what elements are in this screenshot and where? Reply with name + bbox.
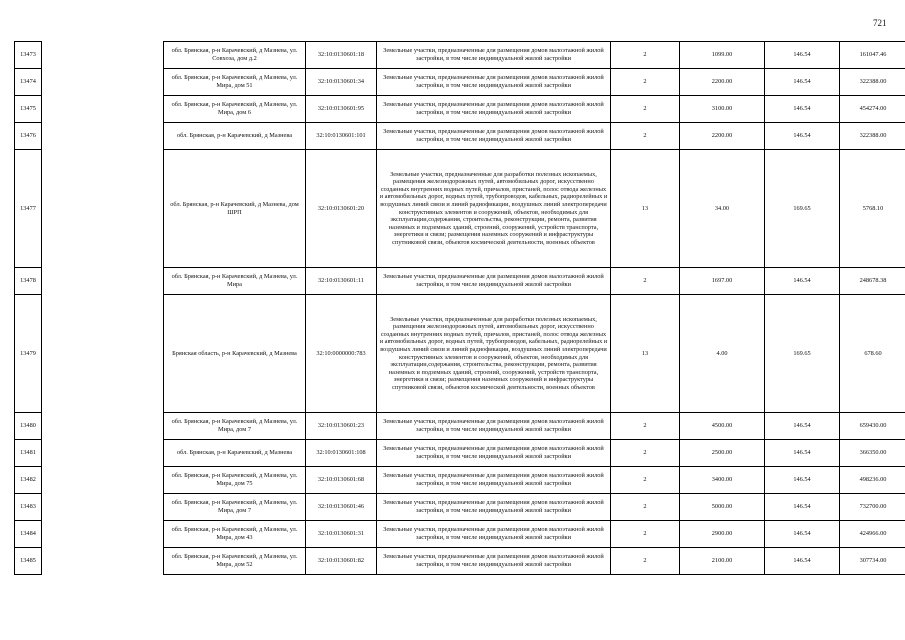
rate-cell: 146.54 xyxy=(765,548,840,575)
row-number: 13482 xyxy=(15,467,42,494)
address-cell: обл. Брянская, р-н Карачевский, д Мазнева xyxy=(164,440,306,467)
cadastral-number-cell: 32:10:0130601:68 xyxy=(306,467,377,494)
address-cell: обл. Брянская, р-н Карачевский, д Мазнева, ул. Совхоза, дом д.2 xyxy=(164,42,306,69)
row-number: 13475 xyxy=(15,96,42,123)
land-use-code-cell: 2 xyxy=(611,69,680,96)
land-use-code-cell: 13 xyxy=(611,295,680,413)
table-row xyxy=(15,440,905,467)
table-row xyxy=(15,123,905,150)
cadastral-value-cell: 307734.00 xyxy=(840,548,905,575)
area-cell: 2500.00 xyxy=(680,440,765,467)
row-number: 13478 xyxy=(15,268,42,295)
empty-column xyxy=(42,521,164,548)
row-number: 13473 xyxy=(15,42,42,69)
land-use-code-cell: 13 xyxy=(611,150,680,268)
empty-column xyxy=(42,467,164,494)
rate-cell: 146.54 xyxy=(765,69,840,96)
table-body xyxy=(15,42,905,575)
table-row xyxy=(15,295,905,413)
row-number: 13476 xyxy=(15,123,42,150)
empty-column xyxy=(42,150,164,268)
land-use-cell: Земельные участки, предназначенные для разработки полезных ископаемых, размещения железнодорожных путей, автомобильных дорог, искусственно созданных внутренних водных путей, причалов, пристаней, полос отвода железных и автомобильных дорог, водных путей, трубопроводов, кабельных, радиорелейных и воздушных линий связи и линий радиофикации, воздушных линий электропередачи конструктивных элементов и сооружений, объектов, необходимых для эксплуатации,содержания, строительства, реконструкции, ремонта, развития наземных и подземных зданий, строений, сооружений, устройств транспорта, энергетики и связи; размещения наземных сооружений и инфраструктуры спутниковой связи, объектов космической деятельности, военных объектов xyxy=(377,150,611,268)
cadastral-value-cell: 322388.00 xyxy=(840,123,905,150)
cadastral-value-cell: 161047.46 xyxy=(840,42,905,69)
table-row xyxy=(15,494,905,521)
area-cell: 5000.00 xyxy=(680,494,765,521)
row-number: 13474 xyxy=(15,69,42,96)
row-number: 13481 xyxy=(15,440,42,467)
land-use-cell: Земельные участки, предназначенные для размещения домов малоэтажной жилой застройки, в том числе индивидуальной жилой застройки xyxy=(377,494,611,521)
cadastral-number-cell: 32:10:0130601:101 xyxy=(306,123,377,150)
empty-column xyxy=(42,548,164,575)
empty-column xyxy=(42,413,164,440)
area-cell: 2100.00 xyxy=(680,548,765,575)
address-cell: обл. Брянская, р-н Карачевский, д Мазнева, ул. Мира, дом 75 xyxy=(164,467,306,494)
land-use-cell: Земельные участки, предназначенные для размещения домов малоэтажной жилой застройки, в том числе индивидуальной жилой застройки xyxy=(377,521,611,548)
address-cell: Брянская область, р-н Карачевский, д Мазнева xyxy=(164,295,306,413)
land-use-cell: Земельные участки, предназначенные для размещения домов малоэтажной жилой застройки, в том числе индивидуальной жилой застройки xyxy=(377,69,611,96)
empty-column xyxy=(42,295,164,413)
land-use-code-cell: 2 xyxy=(611,96,680,123)
land-use-code-cell: 2 xyxy=(611,123,680,150)
rate-cell: 146.54 xyxy=(765,494,840,521)
land-use-code-cell: 2 xyxy=(611,494,680,521)
table-row xyxy=(15,268,905,295)
address-cell: обл. Брянская, р-н Карачевский, д Мазнева, ул. Мира xyxy=(164,268,306,295)
cadastral-number-cell: 32:10:0130601:20 xyxy=(306,150,377,268)
table-row xyxy=(15,42,905,69)
rate-cell: 146.54 xyxy=(765,467,840,494)
empty-column xyxy=(42,123,164,150)
empty-column xyxy=(42,69,164,96)
land-use-code-cell: 2 xyxy=(611,42,680,69)
cadastral-number-cell: 32:10:0130601:34 xyxy=(306,69,377,96)
address-cell: обл. Брянская, р-н Карачевский, д Мазнева xyxy=(164,123,306,150)
cadastral-value-cell: 732700.00 xyxy=(840,494,905,521)
land-use-code-cell: 2 xyxy=(611,440,680,467)
row-number: 13483 xyxy=(15,494,42,521)
cadastral-value-cell: 366350.00 xyxy=(840,440,905,467)
area-cell: 2200.00 xyxy=(680,69,765,96)
land-use-code-cell: 2 xyxy=(611,521,680,548)
cadastral-number-cell: 32:10:0130601:95 xyxy=(306,96,377,123)
rate-cell: 146.54 xyxy=(765,123,840,150)
rate-cell: 146.54 xyxy=(765,521,840,548)
area-cell: 2200.00 xyxy=(680,123,765,150)
address-cell: обл. Брянская, р-н Карачевский, д Мазнева, ул. Мира, дом 43 xyxy=(164,521,306,548)
address-cell: обл. Брянская, р-н Карачевский, д Мазнева, ул. Мира, дом 7 xyxy=(164,494,306,521)
cadastral-value-cell: 498236.00 xyxy=(840,467,905,494)
area-cell: 1697.00 xyxy=(680,268,765,295)
address-cell: обл. Брянская, р-н Карачевский, д Мазнева, ул. Мира, дом 7 xyxy=(164,413,306,440)
area-cell: 1099.00 xyxy=(680,42,765,69)
cadastral-value-cell: 5768.10 xyxy=(840,150,905,268)
land-use-code-cell: 2 xyxy=(611,467,680,494)
cadastral-value-cell: 322388.00 xyxy=(840,69,905,96)
table-row xyxy=(15,69,905,96)
cadastral-value-table xyxy=(14,41,905,575)
land-use-cell: Земельные участки, предназначенные для разработки полезных ископаемых, размещения железнодорожных путей, автомобильных дорог, искусственно созданных внутренних водных путей, причалов, пристаней, полос отвода железных и автомобильных дорог, водных путей, трубопроводов, кабельных, радиорелейных и воздушных линий связи и линий радиофикации, воздушных линий электропередачи конструктивных элементов и сооружений, объектов, необходимых для эксплуатации,содержания, строительства, реконструкции, ремонта, развития наземных и подземных зданий, строений, сооружений, устройств транспорта, энергетики и связи; размещения наземных сооружений и инфраструктуры спутниковой связи, объектов космической деятельности, военных объектов xyxy=(377,295,611,413)
row-number: 13485 xyxy=(15,548,42,575)
land-use-code-cell: 2 xyxy=(611,268,680,295)
row-number: 13484 xyxy=(15,521,42,548)
page-number: 721 xyxy=(873,18,887,28)
land-use-cell: Земельные участки, предназначенные для размещения домов малоэтажной жилой застройки, в том числе индивидуальной жилой застройки xyxy=(377,413,611,440)
address-cell: обл. Брянская, р-н Карачевский, д Мазнева, ул. Мира, дом 6 xyxy=(164,96,306,123)
rate-cell: 169.65 xyxy=(765,150,840,268)
area-cell: 3100.00 xyxy=(680,96,765,123)
land-use-cell: Земельные участки, предназначенные для размещения домов малоэтажной жилой застройки, в том числе индивидуальной жилой застройки xyxy=(377,42,611,69)
table-row xyxy=(15,150,905,268)
cadastral-number-cell: 32:10:0130601:82 xyxy=(306,548,377,575)
row-number: 13477 xyxy=(15,150,42,268)
empty-column xyxy=(42,440,164,467)
cadastral-number-cell: 32:10:0130601:18 xyxy=(306,42,377,69)
rate-cell: 169.65 xyxy=(765,295,840,413)
row-number: 13479 xyxy=(15,295,42,413)
land-use-code-cell: 2 xyxy=(611,413,680,440)
table-row xyxy=(15,413,905,440)
empty-column xyxy=(42,96,164,123)
row-number: 13480 xyxy=(15,413,42,440)
cadastral-value-cell: 454274.00 xyxy=(840,96,905,123)
cadastral-number-cell: 32:10:0130601:11 xyxy=(306,268,377,295)
land-use-code-cell: 2 xyxy=(611,548,680,575)
cadastral-number-cell: 32:10:0130601:23 xyxy=(306,413,377,440)
cadastral-number-cell: 32:10:0000000:783 xyxy=(306,295,377,413)
table-row xyxy=(15,521,905,548)
address-cell: обл. Брянская, р-н Карачевский, д Мазнева, ул. Мира, дом 52 xyxy=(164,548,306,575)
land-use-cell: Земельные участки, предназначенные для размещения домов малоэтажной жилой застройки, в том числе индивидуальной жилой застройки xyxy=(377,123,611,150)
empty-column xyxy=(42,42,164,69)
land-use-cell: Земельные участки, предназначенные для размещения домов малоэтажной жилой застройки, в том числе индивидуальной жилой застройки xyxy=(377,548,611,575)
table-row xyxy=(15,548,905,575)
rate-cell: 146.54 xyxy=(765,42,840,69)
cadastral-value-cell: 678.60 xyxy=(840,295,905,413)
area-cell: 3400.00 xyxy=(680,467,765,494)
cadastral-number-cell: 32:10:0130601:108 xyxy=(306,440,377,467)
cadastral-value-cell: 248678.38 xyxy=(840,268,905,295)
rate-cell: 146.54 xyxy=(765,268,840,295)
rate-cell: 146.54 xyxy=(765,440,840,467)
table-row xyxy=(15,467,905,494)
cadastral-number-cell: 32:10:0130601:46 xyxy=(306,494,377,521)
empty-column xyxy=(42,268,164,295)
area-cell: 2900.00 xyxy=(680,521,765,548)
empty-column xyxy=(42,494,164,521)
table-row xyxy=(15,96,905,123)
area-cell: 4.00 xyxy=(680,295,765,413)
land-use-cell: Земельные участки, предназначенные для размещения домов малоэтажной жилой застройки, в том числе индивидуальной жилой застройки xyxy=(377,440,611,467)
cadastral-number-cell: 32:10:0130601:31 xyxy=(306,521,377,548)
rate-cell: 146.54 xyxy=(765,96,840,123)
address-cell: обл. Брянская, р-н Карачевский, д Мазнева, ул. Мира, дом 51 xyxy=(164,69,306,96)
area-cell: 34.00 xyxy=(680,150,765,268)
land-use-cell: Земельные участки, предназначенные для размещения домов малоэтажной жилой застройки, в том числе индивидуальной жилой застройки xyxy=(377,268,611,295)
rate-cell: 146.54 xyxy=(765,413,840,440)
cadastral-value-cell: 659430.00 xyxy=(840,413,905,440)
land-use-cell: Земельные участки, предназначенные для размещения домов малоэтажной жилой застройки, в том числе индивидуальной жилой застройки xyxy=(377,96,611,123)
address-cell: обл. Брянская, р-н Карачевский, д Мазнева, дом ШРП xyxy=(164,150,306,268)
area-cell: 4500.00 xyxy=(680,413,765,440)
cadastral-value-cell: 424966.00 xyxy=(840,521,905,548)
land-use-cell: Земельные участки, предназначенные для размещения домов малоэтажной жилой застройки, в том числе индивидуальной жилой застройки xyxy=(377,467,611,494)
